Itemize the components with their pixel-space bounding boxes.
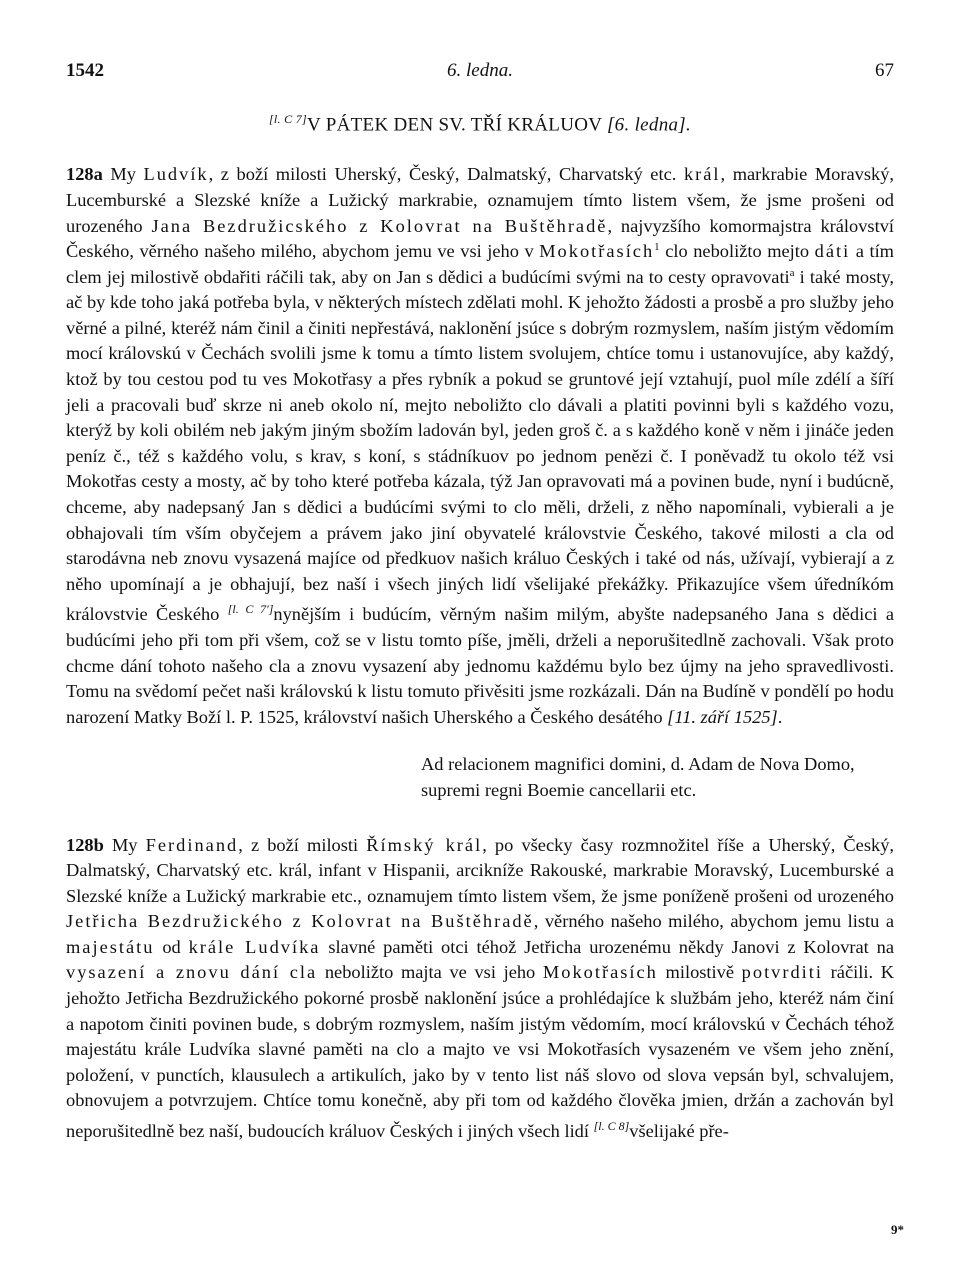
spaced-name: Ludvík <box>143 164 209 185</box>
text-run: , markrabie Moravský, Lucemburské a Slezské kníže a Lužický markrabie, oznamujem tímto listem všem, že jsme prošeni od urozeného <box>66 164 895 236</box>
relation-note: Ad relacionem magnifici domini, d. Adam de Nova Domo, supremi regni Boemie cancellarii etc. <box>421 753 855 800</box>
footnote-ref: a <box>789 266 795 279</box>
text-run: , věrného našeho milého, abychom jemu listu a <box>533 911 894 932</box>
text-run: , z boží milosti <box>238 834 367 855</box>
spaced-name: Mokotřasích <box>539 241 655 262</box>
text-run: . <box>777 706 783 727</box>
spaced-word: majestátu <box>66 936 155 957</box>
text-run: ráčili. K jehožto Jetřicha Bezdružického pokorné prosbě naklonění jsúce a prohlédajíce k službám jeho, kteréž nám činí a napotom činiti povinen bude, s dobrým rozmyslem, naším jistým vědomím, mocí královskú v Čechách téhož majestátu krále Ludvíka slavné paměti na clo a majto ve vsi Mokotřasích vysazeném ve všem jeho znění, položení, v punctích, klausulech a artikulích, jako by v tento list náš slovo od slova vepsán byl, schvalujem, obnovujem a potvrzujem. Chtíce tomu konečně, aby při tom od každého člověka jmien, držán a zachován byl neporušitedlně bez naší, budoucích králuov Českých i jiných všech lidí <box>66 962 894 1142</box>
document-number: 128b <box>66 834 104 855</box>
section-title-text: V PÁTEK DEN SV. TŘÍ KRÁLUOV <box>307 114 602 136</box>
text-run: slavné paměti otci téhož Jetřicha urozenému někdy Janovi z Kolovrat na <box>320 936 894 957</box>
text-run: , z boží milosti Uherský, Český, Dalmatský, Charvatský etc. <box>208 164 684 185</box>
running-head-date: 6. ledna. <box>447 60 513 81</box>
running-head <box>66 60 894 90</box>
running-head-year: 1542 <box>66 60 104 81</box>
section-date-note: [6. ledna]. <box>606 114 692 136</box>
page-number: 67 <box>875 60 894 81</box>
section-title <box>66 112 894 136</box>
spaced-title: Římský král <box>366 834 483 855</box>
date-note: [11. září 1525] <box>667 706 778 727</box>
text-run: i také mosty, ač by kde toho jaká potřeba byla, v některých místech zdělati mohl. K jehožto žádosti a prosbě a pro služby jeho věrné a pilné, kteréž nám činil a činiti nepřestává, naklonění jsúce s dobrým rozmyslem, naším jistým vědomím mocí královskú v Čechách svolili jsme k tomu a tímto listem svolujem, chtíce tomu i ustanovujíce, aby každý, ktož by tou cestou pod tu ves Mokotřasy a přes rybník a pokud se gruntové její vztahují, puol míle zdélí a šíří jeli a pracovali buď skrze ni aneb okolo ní, mejto neboližto clo dávali a platiti povinni byli s každého vozu, kterýž by koli obilém neb jakým jiným sbožím ladován byl, jeden groš č. a s každého koně v něm i jináče jeden peníz č., též s každého volu, s krav, s koní, s stádníkuov po jednom penězi č. I poněvadž tu okolo též vsi Mokotřas cesty a mosty, ač by toho které potřeba kázala, týž Jan opravovati má a povinen bude, nyní i budúcně, chceme, aby nadepsaný Jan s dědici a budúcími svými to clo měli, drželi, z něho napomínali, vybierali a je obhajovali tím vším obyčejem a právem jako jiní obyvatelé královstvie Českého, takové milosti a cla od starodávna neb znovu vysazená majíce od předkuov našich králuo Českých i také od nás, užívají, vybierají a z něho upomínají a je obhajují, bez naší i všech jiných lidí všelijaké překážky. Přikazujíce všem úředníkóm královstvie Českého <box>66 266 894 625</box>
text-run: , najvyzšího komormajstra království Českého, věrného našeho milého, abychom jemu ve vsi jeho v <box>66 215 894 262</box>
spaced-title: král <box>683 164 721 185</box>
text-run: milostivě <box>657 962 742 983</box>
text-run: neboližto majta ve vsi jeho <box>317 962 543 983</box>
spaced-name: Jana Bezdružicského z Kolovrat na Buštěhradě <box>151 215 608 236</box>
text-run: všelijaké pře- <box>629 1121 729 1142</box>
spaced-word: potvrditi <box>741 962 824 983</box>
spaced-name: Jetřicha Bezdružického z Kolovrat na Buštěhradě <box>66 911 534 932</box>
text-run: a tím clem jej milostivě obdařiti ráčili tak, aby on Jan s dědici a budúcími svými na to cesty opravovati <box>66 241 894 287</box>
printer-signature: 9* <box>891 1222 904 1237</box>
footnote-ref: 1 <box>654 240 660 253</box>
document-number: 128a <box>66 164 103 185</box>
spaced-name: Mokotřasích <box>542 962 658 983</box>
text-run: od <box>154 936 189 957</box>
text-run: nynějším i budúcím, věrným našim milým, abyšte nadepsaného Jana s dědici a budúcími jeho při tom při všem, což se v listu tomto píše, jměli, drželi a neporušitedlně zachovali. Však proto chcme dání tohoto našeho cla a znovu vysazení aby jednomu každému bylo bez újmy na jeho spravedlivosti. Tomu na svědomí pečet naši královskú k listu tomuto přivěsiti jsme rozkázali. Dán na Budíně v pondělí po hodu narození Matky Boží l. P. 1525, království našich Uherského a Českého desátého <box>66 604 894 727</box>
folio-marker: [l. C 7] <box>268 112 308 126</box>
spaced-name: krále Ludvíka <box>188 936 321 957</box>
document-128a <box>66 162 894 730</box>
spaced-word: dáti <box>814 241 851 262</box>
document-page <box>66 60 894 1145</box>
text-run: My <box>103 834 146 855</box>
document-128b <box>66 833 894 1145</box>
text-run: , po všecky časy rozmnožitel říše a Uherský, Český, Dalmatský, Charvatský etc. král, infant v Hispanii, arcikníže Rakouské, markrabie Moravský, Lucemburské a Slezské kníže a Lužický markrabie etc., oznamujem tímto listem všem, že jsme poníženě prošeni od urozeného <box>66 834 894 906</box>
spaced-name: Ferdinand <box>145 834 239 855</box>
spaced-phrase: vysazení a znovu dání cla <box>66 962 318 983</box>
folio-marker: [l. C 7'] <box>227 602 274 617</box>
folio-marker: [l. C 8] <box>593 1119 630 1134</box>
text-run: My <box>102 164 144 185</box>
text-run: clo neboližto mejto <box>659 241 815 262</box>
